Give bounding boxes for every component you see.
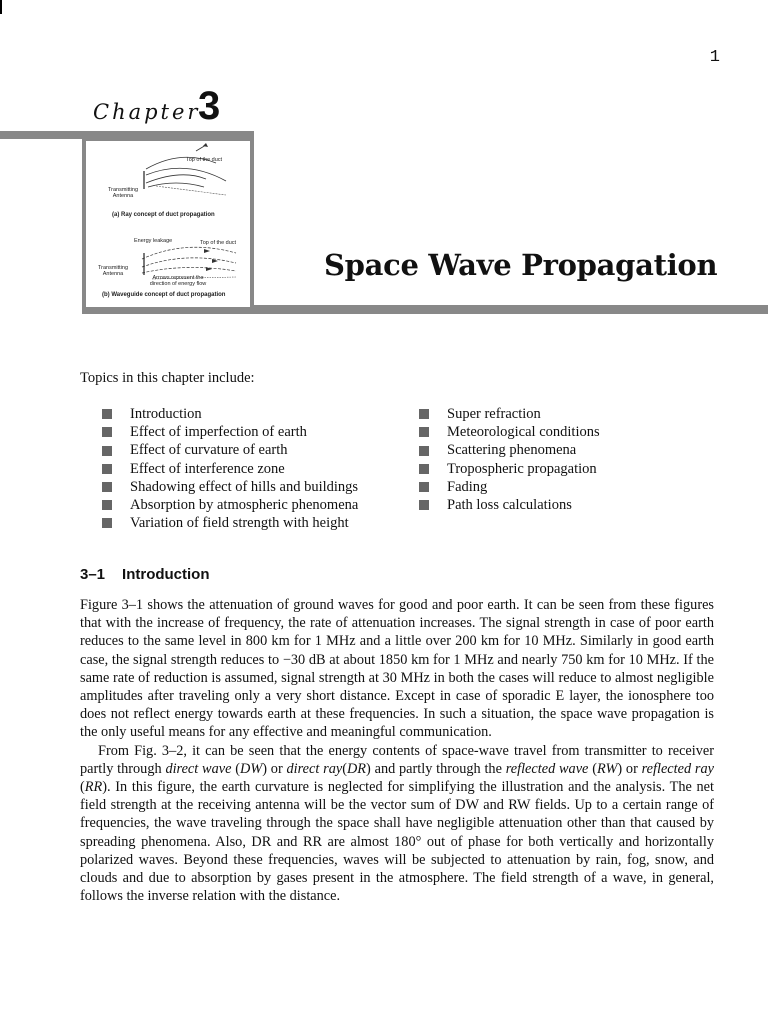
bullet-square-icon	[419, 482, 429, 492]
section-number: 3–1	[80, 566, 106, 583]
topic-item	[419, 460, 600, 478]
topic-item	[419, 423, 600, 441]
topic-item	[102, 405, 358, 423]
chapter-number: 3	[198, 84, 221, 128]
p2-text: (	[80, 779, 85, 796]
topic-label: Meteorological conditions	[447, 424, 600, 441]
term-dw: DW	[240, 760, 263, 777]
body-text	[80, 596, 714, 905]
bullet-square-icon	[419, 427, 429, 437]
topic-item	[102, 478, 358, 496]
topic-label: Introduction	[130, 406, 202, 422]
transmitting-antenna-label-b: Transmitting Antenna	[97, 265, 129, 277]
arrow-head-b1	[204, 249, 210, 253]
duct-top-b	[142, 247, 236, 259]
arrows-note-label: Arrows represent the direction of energy flow	[149, 275, 207, 287]
topic-label: Scattering phenomena	[447, 442, 577, 459]
bullet-square-icon	[102, 446, 112, 456]
bullet-square-icon	[419, 446, 429, 456]
bullet-square-icon	[419, 464, 429, 474]
arrow-head-b3	[206, 267, 212, 271]
term-direct-ray: direct ray	[286, 760, 343, 777]
topic-label: Variation of field strength with height	[130, 515, 349, 532]
p2-text: (	[231, 760, 240, 777]
top-of-duct-label-b: Top of the duct	[200, 240, 237, 246]
topic-item	[419, 478, 600, 496]
paragraph-2	[80, 742, 714, 906]
topics-intro: Topics in this chapter include:	[80, 370, 255, 386]
bullet-square-icon	[419, 500, 429, 510]
duct-low-b	[142, 267, 236, 273]
bullet-square-icon	[102, 482, 112, 492]
topic-item	[419, 405, 600, 423]
section-heading	[80, 566, 210, 583]
chapter-title: Space Wave Propagation	[324, 248, 718, 282]
topic-item	[102, 496, 358, 514]
topic-label: Fading	[447, 478, 488, 495]
topic-item	[102, 460, 358, 478]
ray-path-a3	[146, 175, 206, 183]
transmitting-antenna-label-a: Transmitting Antenna	[107, 187, 139, 199]
energy-leakage-label: Energy leakage	[134, 238, 173, 244]
bullet-square-icon	[102, 409, 112, 419]
bullet-square-icon	[102, 500, 112, 510]
term-dr: DR	[346, 760, 367, 777]
topic-label: Path loss calculations	[447, 497, 572, 514]
topic-label: Effect of imperfection of earth	[130, 424, 307, 441]
ground-hatch-a	[156, 186, 226, 195]
topic-label: Absorption by atmospheric phenomena	[130, 497, 359, 514]
term-direct-wave: direct wave	[165, 760, 232, 777]
chapter-word: Chapter	[93, 100, 201, 124]
duct-propagation-figure	[82, 137, 254, 311]
p2-text: ). In this figure, the earth curvature is neglected for simplifying the illustration and the analysis. The net field strength at the receiving antenna will be the vector sum of DW and RW fields. Up to a certain range of frequencies, the wave traveling through the space shall have negligible attenuation other than that caused by spreading phenomena. Also, DR and RR are almost 180° out of phase for both vertically and horizontally polarized waves. Beyond these frequencies, waves will be subjected to attenuation by rain, fog, snow, and clouds and due to absorption by gases present in the atmosphere. The field strength of a wave, in general, follows the inverse relation with the distance.	[80, 779, 714, 905]
cursor-mark	[0, 0, 2, 14]
p2-text: (	[588, 760, 597, 777]
p2-text: ) or	[262, 760, 287, 777]
p2-text: From Fig. 3–2, it can be seen that the energy contents of space-wave travel from transmitter to receiver partly through	[80, 742, 714, 777]
term-reflected-ray: reflected ray	[641, 760, 714, 777]
topic-item	[419, 496, 600, 514]
topic-label: Tropospheric propagation	[447, 460, 597, 477]
topic-label: Effect of curvature of earth	[130, 442, 288, 459]
topic-list-left	[102, 405, 358, 532]
p2-text: (	[342, 760, 347, 777]
paragraph-1: Figure 3–1 shows the attenuation of ground waves for good and poor earth. It can be seen from these figures that with the increase of frequency, the rate of attenuation increases. The signal strength in case of poor earth reduces to the same level in 800 km for 1 MHz and a little over 200 km for 10 MHz. Similarly in good earth case, the signal strength reduces to −30 dB at about 1850 km for 1 MHz and nearly 750 km for 10 MHz. If the same rate of reduction is assumed, signal strength at 30 MHz in both the cases will reduce to almost negligible amplitudes after traveling only a very short distance. Except in case of sporadic E layer, the ionosphere too does not reflect energy towards earth at these frequencies. In such a situation, the space wave propagation is the only useful means for any effective and meaningful communication.	[80, 597, 714, 741]
p2-text: ) or	[617, 760, 642, 777]
page-number: 1	[709, 48, 720, 67]
bullet-square-icon	[102, 518, 112, 528]
term-rr: RR	[84, 779, 103, 796]
bullet-square-icon	[102, 427, 112, 437]
arrow-head-b2	[212, 259, 218, 263]
section-title: Introduction	[122, 566, 210, 583]
term-reflected-wave: reflected wave	[505, 760, 589, 777]
topic-item	[102, 514, 358, 532]
p2-text: ) and partly through the	[366, 760, 506, 777]
term-rw: RW	[596, 760, 618, 777]
topic-label: Effect of interference zone	[130, 460, 285, 477]
duct-mid-b	[142, 258, 236, 267]
topic-item	[102, 423, 358, 441]
figure-caption-a: (a) Ray concept of duct propagation	[112, 212, 215, 218]
ray-path-a4	[148, 183, 204, 187]
bullet-square-icon	[419, 409, 429, 419]
topic-label: Super refraction	[447, 406, 541, 422]
bullet-square-icon	[102, 464, 112, 474]
figure-caption-b: (b) Waveguide concept of duct propagation	[102, 292, 226, 298]
topic-list-right	[419, 405, 600, 514]
topic-item	[419, 441, 600, 459]
top-of-duct-label-a: Top of the duct	[186, 157, 223, 163]
topic-item	[102, 441, 358, 459]
topic-label: Shadowing effect of hills and buildings	[130, 478, 359, 495]
